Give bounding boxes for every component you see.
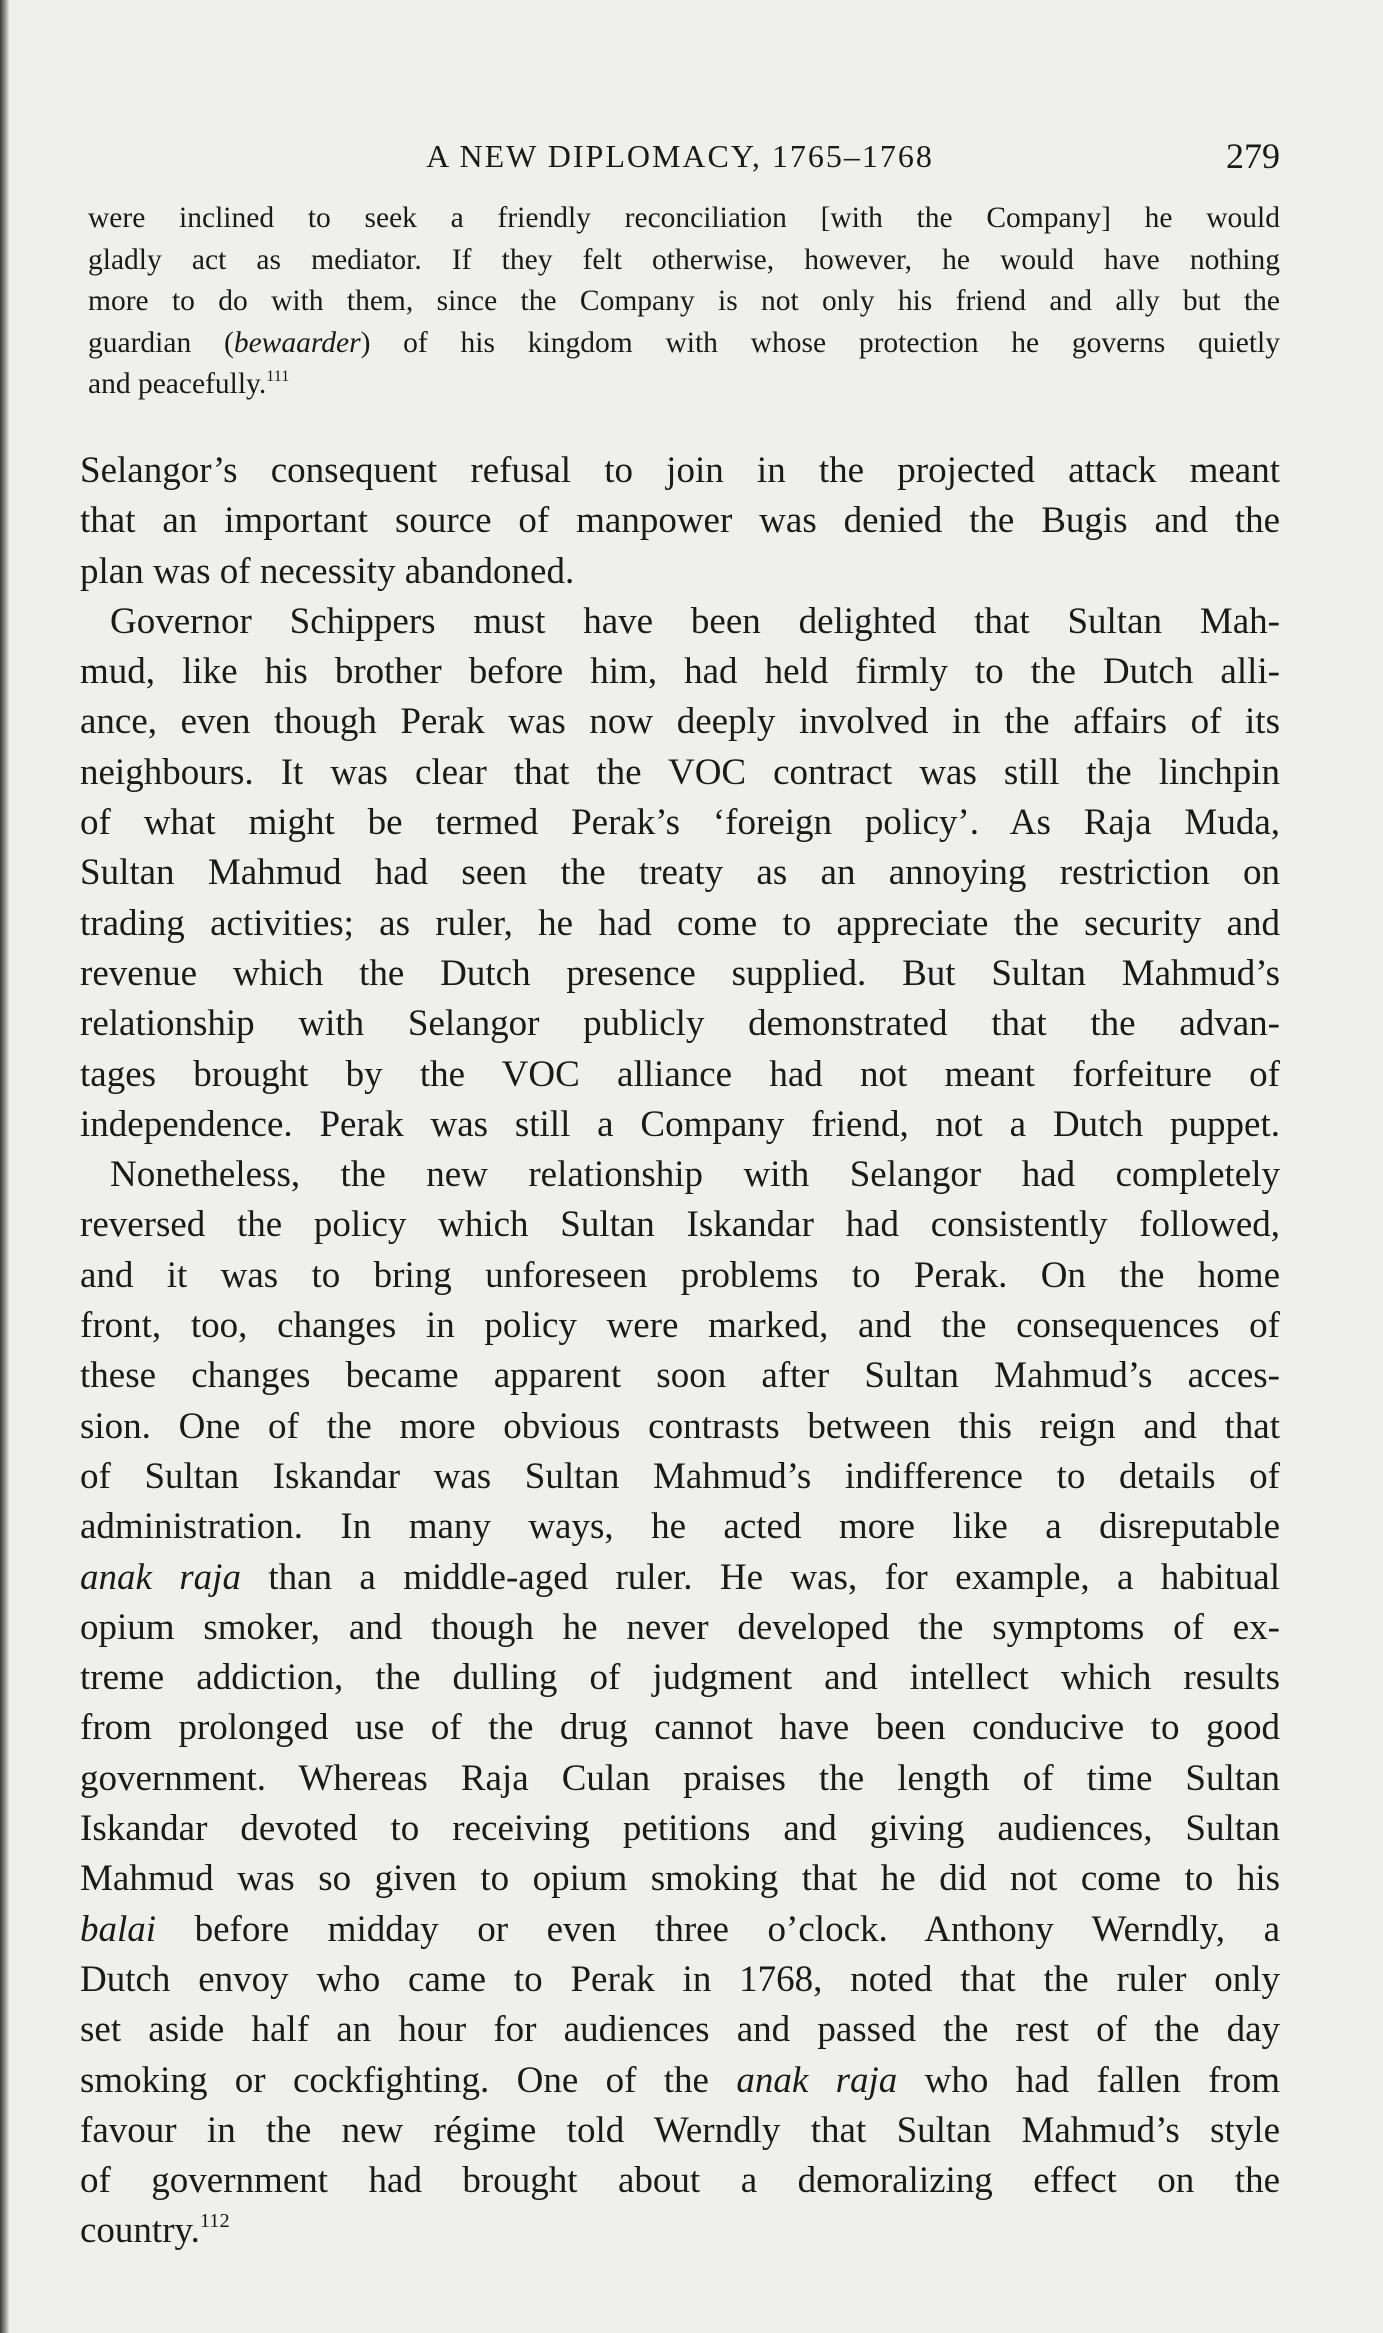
- body-line: [80, 2106, 1280, 2156]
- text-run: and it was to bring unforeseen problems to Perak. On the home: [80, 1254, 1280, 1296]
- text-run: than a middle-aged ruler. He was, for example, a habitual: [240, 1556, 1280, 1598]
- body-line: [80, 1804, 1280, 1854]
- quote-line: [88, 281, 1280, 323]
- body-line: [80, 1703, 1280, 1753]
- text-run: who had fallen from: [897, 2059, 1281, 2101]
- body-line: [80, 1200, 1280, 1250]
- text-run: administration. In many ways, he acted more like a disreputable: [80, 1506, 1280, 1548]
- body-line: [80, 1905, 1280, 1955]
- page-header: [80, 134, 1280, 178]
- body-line: [80, 2056, 1280, 2106]
- text-run: Nonetheless, the new relationship with Selangor had completely: [110, 1154, 1280, 1196]
- text-run: of government had brought about a demoralizing effect on the: [80, 2160, 1280, 2202]
- text-run: government. Whereas Raja Culan praises the length of time Sultan: [80, 1757, 1280, 1799]
- body-line: [80, 1452, 1280, 1502]
- text-run: Iskandar devoted to receiving petitions and giving audiences, Sultan: [80, 1808, 1280, 1850]
- text-run: Sultan Mahmud had seen the treaty as an annoying restriction on: [80, 852, 1280, 894]
- text-run: opium smoker, and though he never developed the symptoms of ex-: [80, 1606, 1280, 1648]
- italic-term: anak raja: [736, 2059, 898, 2101]
- body-line: [80, 1502, 1280, 1552]
- body-line: [80, 1050, 1280, 1100]
- body-line: [80, 1100, 1280, 1150]
- italic-term: anak raja: [80, 1556, 241, 1598]
- footnote-reference: 111: [266, 366, 290, 385]
- text-run: of Sultan Iskandar was Sultan Mahmud’s indifference to details of: [80, 1455, 1280, 1497]
- text-run: before midday or even three o’clock. Anthony Werndly, a: [156, 1908, 1280, 1950]
- body-line: [80, 2156, 1280, 2206]
- body-line: [80, 1553, 1280, 1603]
- text-run: Governor Schippers must have been delighted that Sultan Mah-: [110, 600, 1280, 642]
- body-line: [80, 547, 1280, 597]
- body-line: [80, 647, 1280, 697]
- body-line: [80, 496, 1280, 546]
- text-run: mud, like his brother before him, had held firmly to the Dutch alli-: [80, 651, 1280, 693]
- body-line: [80, 1351, 1280, 1401]
- text-run: trading activities; as ruler, he had come to appreciate the security and: [80, 902, 1280, 944]
- block-quote: [88, 198, 1280, 406]
- text-run: reversed the policy which Sultan Iskandar had consistently followed,: [80, 1204, 1280, 1246]
- text-run: sion. One of the more obvious contrasts between this reign and that: [80, 1405, 1280, 1447]
- text-run: these changes became apparent soon after Sultan Mahmud’s acces-: [80, 1355, 1280, 1397]
- text-run: relationship with Selangor publicly demonstrated that the advan-: [80, 1003, 1280, 1045]
- italic-term: bewaarder: [233, 326, 361, 359]
- body-line: [80, 2005, 1280, 2055]
- text-run: favour in the new régime told Werndly that Sultan Mahmud’s style: [80, 2109, 1280, 2151]
- text-run: treme addiction, the dulling of judgment and intellect which results: [80, 1657, 1280, 1699]
- text-run: revenue which the Dutch presence supplied. But Sultan Mahmud’s: [80, 952, 1280, 994]
- footnote-reference: 112: [199, 2210, 230, 2233]
- text-run: more to do with them, since the Company is not only his friend and ally but the: [88, 285, 1280, 317]
- body-line: [80, 1150, 1280, 1200]
- body-line: [80, 1402, 1280, 1452]
- body-line: [80, 1754, 1280, 1804]
- body-line: [80, 748, 1280, 798]
- text-run: that an important source of manpower was denied the Bugis and the: [80, 500, 1280, 542]
- body-line: [80, 697, 1280, 747]
- text-run: ) of his kingdom with whose protection he governs quietly: [360, 326, 1281, 359]
- italic-term: balai: [80, 1908, 157, 1950]
- quote-line: [88, 323, 1280, 365]
- text-run: independence. Perak was still a Company friend, not a Dutch puppet.: [80, 1103, 1280, 1145]
- body-line: [80, 999, 1280, 1049]
- text-run: ance, even though Perak was now deeply involved in the affairs of its: [80, 701, 1280, 743]
- text-run: plan was of necessity abandoned.: [80, 550, 575, 592]
- scan-binding-edge: [0, 0, 9, 2333]
- body-line: [80, 1854, 1280, 1904]
- body-line: [80, 1301, 1280, 1351]
- text-run: were inclined to seek a friendly reconciliation [with the Company] he would: [88, 202, 1280, 234]
- page-number: 279: [1226, 136, 1280, 176]
- body-line: [80, 798, 1280, 848]
- body-line: [80, 899, 1280, 949]
- quote-line: [88, 364, 1280, 406]
- text-run: smoking or cockfighting. One of the: [80, 2059, 737, 2101]
- body-line: [80, 949, 1280, 999]
- text-run: neighbours. It was clear that the VOC contract was still the linchpin: [80, 751, 1280, 793]
- body-line: [80, 1251, 1280, 1301]
- quote-line: [88, 240, 1280, 282]
- text-run: set aside half an hour for audiences and passed the rest of the day: [80, 2009, 1280, 2051]
- text-run: guardian (: [88, 326, 234, 359]
- body-line: [80, 597, 1280, 647]
- running-title: A NEW DIPLOMACY, 1765–1768: [426, 138, 934, 174]
- body-line: [80, 1603, 1280, 1653]
- text-run: Selangor’s consequent refusal to join in the projected attack meant: [80, 450, 1280, 491]
- quote-line: [88, 198, 1280, 240]
- body-line: [80, 446, 1280, 496]
- text-run: gladly act as mediator. If they felt otherwise, however, he would have nothing: [88, 243, 1280, 276]
- body-line: [80, 1955, 1280, 2005]
- body-line: [80, 1653, 1280, 1703]
- text-run: Dutch envoy who came to Perak in 1768, noted that the ruler only: [80, 1958, 1280, 2000]
- text-run: Mahmud was so given to opium smoking that he did not come to his: [80, 1858, 1280, 1900]
- body-line: [80, 2206, 1280, 2256]
- text-run: tages brought by the VOC alliance had not meant forfeiture of: [80, 1053, 1280, 1095]
- text-run: front, too, changes in policy were marked, and the consequences of: [80, 1305, 1280, 1347]
- text-run: from prolonged use of the drug cannot have been conducive to good: [80, 1707, 1280, 1749]
- text-run: and peacefully.: [88, 368, 267, 400]
- text-run: of what might be termed Perak’s ‘foreign policy’. As Raja Muda,: [80, 802, 1280, 844]
- body-text: [80, 446, 1280, 2257]
- text-run: country.: [80, 2210, 200, 2252]
- body-line: [80, 848, 1280, 898]
